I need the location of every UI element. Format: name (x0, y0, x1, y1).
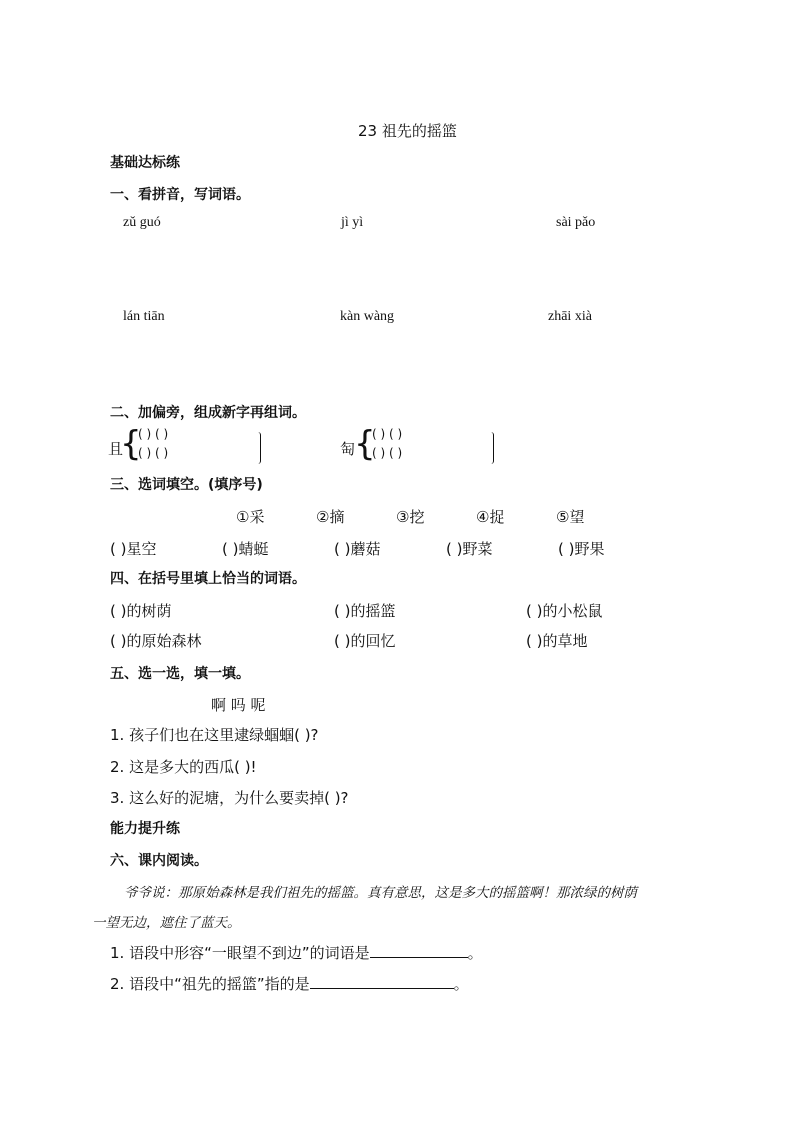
fill-phrase: ( )的摇篮 (334, 602, 396, 620)
option-2: ②摘 (316, 508, 345, 526)
q2-row: ( ) ( ) (138, 446, 169, 460)
q2-row: ( ) ( ) (372, 427, 403, 441)
fill-phrase: ( )的原始森林 (110, 632, 202, 650)
fill-blank: ( )野菜 (446, 540, 493, 558)
q6-item-1-text: 1. 语段中形容“一眼望不到边”的词语是 (110, 944, 370, 962)
fill-phrase: ( )的草地 (526, 632, 588, 650)
right-bracket (258, 432, 261, 464)
left-brace: { (120, 424, 142, 464)
q6-item-2-text: 2. 语段中“祖先的摇篮”指的是 (110, 975, 310, 993)
pinyin-saipao: sài pǎo (556, 215, 596, 230)
pinyin-zuguo: zǔ guó (123, 215, 161, 230)
option-4: ④捉 (476, 508, 505, 526)
fill-blank: ( )野果 (558, 540, 605, 558)
passage-line-2: 一望无边，遮住了蓝天。 (92, 915, 241, 931)
fill-blank: ( )蘑菇 (334, 540, 381, 558)
q2-row: ( ) ( ) (372, 446, 403, 460)
pinyin-zhaixia: zhāi xià (548, 309, 592, 324)
q5-item-2: 2. 这是多大的西瓜( )! (110, 758, 257, 776)
section-ability-heading: 能力提升练 (110, 821, 180, 837)
q5-item-1: 1. 孩子们也在这里逮绿蝈蝈( )? (110, 726, 319, 744)
page-title: 23 祖先的摇篮 (358, 122, 457, 140)
fill-blank: ( )蜻蜓 (222, 540, 269, 558)
option-3: ③挖 (396, 508, 425, 526)
pinyin-jiyi: jì yì (341, 215, 364, 230)
period: 。 (467, 944, 483, 962)
radical-char-qie: 且 (108, 440, 124, 458)
answer-line (310, 974, 454, 989)
q1-heading: 一、看拼音，写词语。 (110, 187, 250, 203)
period: 。 (453, 975, 469, 993)
fill-blank: ( )星空 (110, 540, 157, 558)
q6-item-1 (110, 942, 483, 963)
q6-item-2 (110, 973, 469, 994)
fill-phrase: ( )的回忆 (334, 632, 396, 650)
particle-words: 啊 吗 呢 (211, 696, 266, 714)
q5-heading: 五、选一选，填一填。 (110, 666, 250, 682)
pinyin-lantian: lán tiān (123, 309, 165, 324)
right-bracket (491, 432, 494, 464)
q6-heading: 六、课内阅读。 (110, 853, 208, 869)
option-1: ①采 (236, 508, 265, 526)
radical-char-tao: 匋 (340, 440, 356, 458)
q2-row: ( ) ( ) (138, 427, 169, 441)
q4-heading: 四、在括号里填上恰当的词语。 (110, 571, 306, 587)
passage-line-1: 爷爷说：那原始森林是我们祖先的摇篮。真有意思，这是多大的摇篮啊！那浓绿的树荫 (124, 885, 637, 901)
left-brace: { (354, 424, 376, 464)
pinyin-kanwang: kàn wàng (340, 309, 395, 324)
option-5: ⑤望 (556, 508, 585, 526)
q5-item-3: 3. 这么好的泥塘，为什么要卖掉( )? (110, 789, 349, 807)
q3-heading: 三、选词填空。(填序号) (110, 477, 263, 493)
fill-phrase: ( )的树荫 (110, 602, 172, 620)
section-basic-heading: 基础达标练 (110, 155, 180, 171)
q2-heading: 二、加偏旁，组成新字再组词。 (110, 405, 306, 421)
fill-phrase: ( )的小松鼠 (526, 602, 603, 620)
answer-line (370, 943, 468, 958)
